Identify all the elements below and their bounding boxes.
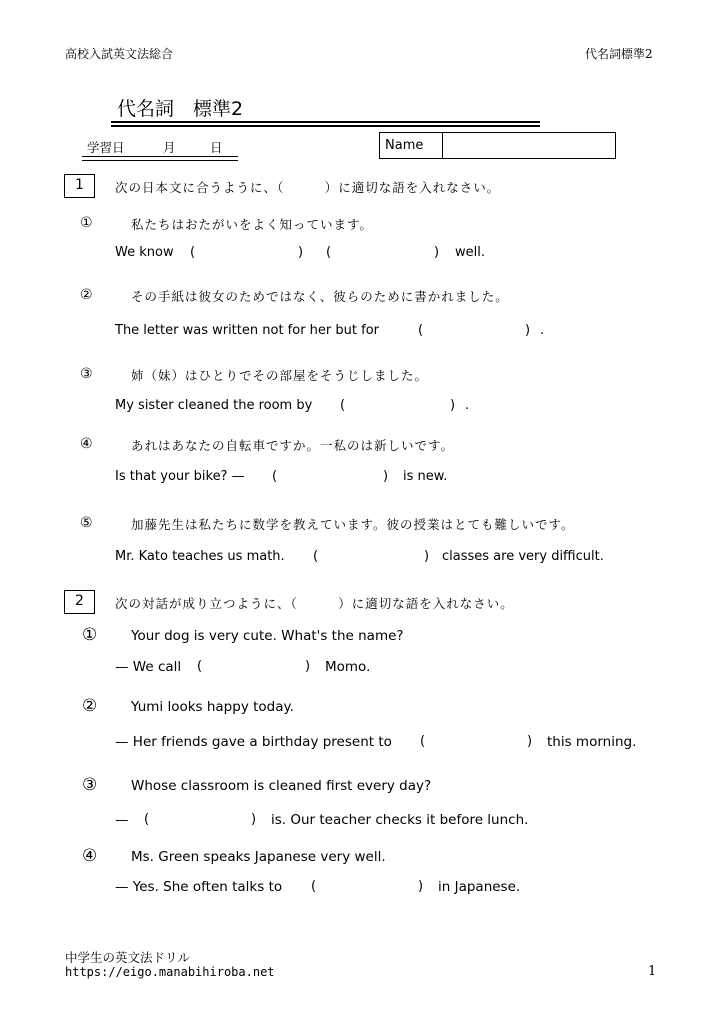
- s1-q3-english: My sister cleaned the room by: [115, 398, 313, 413]
- s1-q5-number: ⑤: [80, 515, 93, 531]
- s1-q2-period: .: [540, 323, 545, 338]
- blank-open-paren: (: [340, 398, 346, 413]
- s2-q2-number: ②: [82, 696, 98, 716]
- blank-close-paren: ): [525, 323, 531, 338]
- name-box-divider: [442, 133, 443, 158]
- blank-open-paren: (: [420, 734, 426, 749]
- blank-close-paren: ): [383, 469, 389, 484]
- s2-q4-number: ④: [82, 846, 98, 866]
- s1-q5-blank[interactable]: [323, 547, 419, 565]
- s1-q1-english: We know: [115, 245, 174, 260]
- month-label: 月: [163, 140, 176, 155]
- s1-q5-japanese: 加藤先生は私たちに数学を教えています。彼の授業はとても難しいです。: [131, 517, 575, 532]
- s2-q2-blank[interactable]: [430, 732, 526, 750]
- s2-q4-blank[interactable]: [321, 877, 413, 895]
- blank-close-paren: ): [450, 398, 456, 413]
- s1-q5-english: Mr. Kato teaches us math.: [115, 549, 285, 564]
- s1-q4-english: Is that your bike? —: [115, 469, 245, 484]
- date-underline-2: [82, 160, 238, 161]
- footer-url[interactable]: https://eigo.manabihiroba.net: [65, 965, 275, 979]
- section-2-number-box: [64, 590, 95, 614]
- blank-close-paren: ): [434, 245, 440, 260]
- blank-open-paren: (: [311, 879, 317, 894]
- blank-open-paren: (: [313, 549, 319, 564]
- s1-q1-japanese: 私たちはおたがいをよく知っています。: [131, 217, 374, 232]
- s1-q4-english-end: is new.: [403, 469, 448, 484]
- s1-q1-english-end: well.: [455, 245, 485, 260]
- header-left: 高校入試英文法総合: [65, 47, 174, 61]
- s1-q3-blank[interactable]: [350, 396, 446, 414]
- s1-q4-japanese: あれはあなたの自転車ですか。一私のは新しいです。: [131, 438, 455, 453]
- s2-q1-number: ①: [82, 625, 98, 645]
- blank-open-paren: (: [326, 245, 332, 260]
- s2-q2-line1: Yumi looks happy today.: [131, 699, 294, 715]
- blank-open-paren: (: [190, 245, 196, 260]
- s1-q4-blank[interactable]: [282, 467, 378, 485]
- blank-close-paren: ): [527, 734, 533, 749]
- blank-open-paren: (: [272, 469, 278, 484]
- blank-open-paren: (: [418, 323, 424, 338]
- s1-q2-english: The letter was written not for her but for: [115, 323, 379, 338]
- blank-close-paren: ): [424, 549, 430, 564]
- s1-q3-period: .: [465, 398, 470, 413]
- s1-q1-blank-2[interactable]: [336, 243, 432, 261]
- header-right: 代名詞標準2: [585, 47, 653, 61]
- study-date-label: 学習日: [87, 140, 125, 155]
- title-underline-2: [111, 125, 540, 127]
- blank-open-paren: (: [144, 812, 150, 827]
- s2-q3-line2-end: is. Our teacher checks it before lunch.: [271, 812, 529, 828]
- section-1-instruction: 次の日本文に合うように、（ ）に適切な語を入れなさい。: [115, 180, 501, 195]
- s2-q4-line2: — Yes. She often talks to: [115, 879, 283, 895]
- s1-q2-blank[interactable]: [428, 321, 524, 339]
- blank-open-paren: (: [197, 659, 203, 674]
- page-title: 代名詞 標準2: [117, 98, 244, 120]
- s2-q1-line2-end: Momo.: [325, 659, 371, 675]
- s2-q1-line2: — We call: [115, 659, 182, 675]
- section-2-instruction: 次の対話が成り立つように、（ ）に適切な語を入れなさい。: [115, 596, 514, 611]
- section-1-number-box: [64, 174, 95, 198]
- page-number: 1: [648, 964, 657, 979]
- s1-q2-number: ②: [80, 287, 93, 303]
- s2-q3-blank[interactable]: [154, 810, 246, 828]
- s2-q1-line1: Your dog is very cute. What's the name?: [131, 628, 404, 644]
- s2-q4-line2-end: in Japanese.: [438, 879, 521, 895]
- blank-close-paren: ): [298, 245, 304, 260]
- blank-close-paren: ): [418, 879, 424, 894]
- s1-q3-number: ③: [80, 366, 93, 382]
- section-1-number: 1: [75, 177, 84, 193]
- s2-q2-line2-end: this morning.: [547, 734, 637, 750]
- footer-site-name: 中学生の英文法ドリル: [65, 950, 191, 965]
- name-label: Name: [385, 138, 424, 153]
- s2-q3-line1: Whose classroom is cleaned first every day?: [131, 778, 432, 794]
- s1-q2-japanese: その手紙は彼女のためではなく、彼らのために書かれました。: [131, 289, 509, 304]
- blank-close-paren: ): [251, 812, 257, 827]
- s1-q1-number: ①: [80, 215, 93, 231]
- s2-q4-line1: Ms. Green speaks Japanese very well.: [131, 849, 386, 865]
- s2-q3-line2: —: [115, 812, 129, 828]
- s2-q2-line2: — Her friends gave a birthday present to: [115, 734, 392, 750]
- s1-q5-english-end: classes are very difficult.: [442, 549, 604, 564]
- name-field[interactable]: [444, 134, 614, 157]
- s1-q3-japanese: 姉（妹）はひとりでその部屋をそうじしました。: [131, 368, 429, 383]
- section-2-number: 2: [75, 593, 84, 609]
- day-label: 日: [210, 140, 223, 155]
- date-underline: [82, 156, 238, 157]
- s2-q1-blank[interactable]: [207, 657, 303, 675]
- s1-q1-blank-1[interactable]: [200, 243, 296, 261]
- s2-q3-number: ③: [82, 775, 98, 795]
- s1-q4-number: ④: [80, 436, 93, 452]
- blank-close-paren: ): [305, 659, 311, 674]
- title-underline: [111, 121, 540, 123]
